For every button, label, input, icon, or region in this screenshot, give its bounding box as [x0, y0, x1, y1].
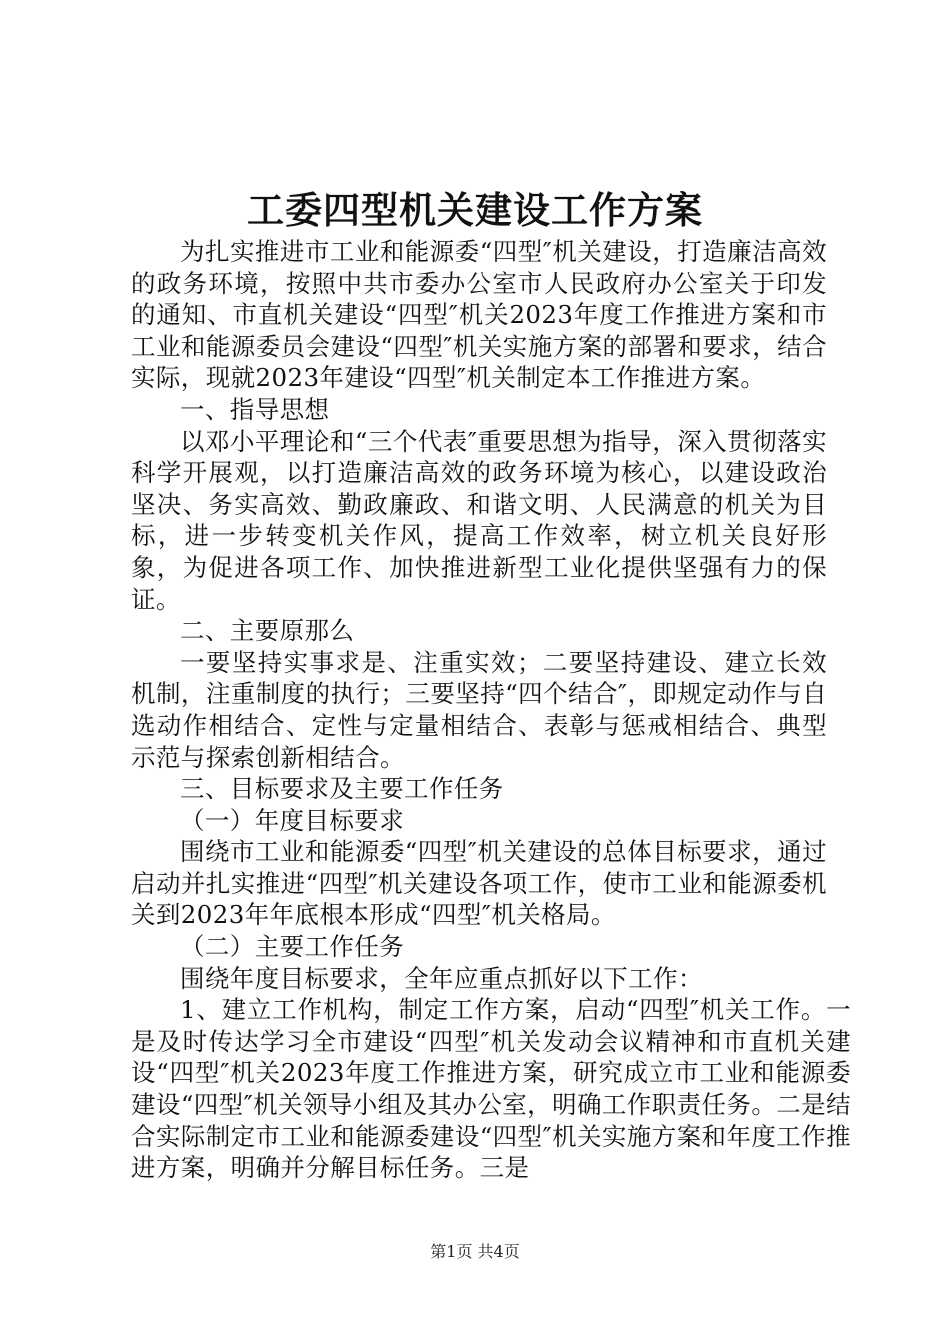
page-footer: 第1页 共4页 [430, 1242, 520, 1261]
intro-paragraph: 为扎实推进市工业和能源委“四型″机关建设，打造廉洁高效的政务环境，按照中共市委办公室市人民政府办公室关于印发的通知、市直机关建设“四型″机关2023年度工作推进方案和市工业和能源委员会建设“四型″机关实施方案的部署和要求，结合实际，现就2023年建设“四型″机关制定本工作推进方案。 [131, 237, 827, 393]
section-heading-main-principles: 二、主要原那么 [180, 616, 355, 646]
guiding-thought-paragraph: 以邓小平理论和“三个代表″重要思想为指导，深入贯彻落实科学开展观，以打造廉洁高效的政务环境为核心，以建设政治坚决、务实高效、勤政廉政、和谐文明、人民满意的机关为目标，进一步转变机关作风，提高工作效率，树立机关良好形象，为促进各项工作、加快推进新型工业化提供坚强有力的保证。 [131, 426, 827, 614]
document-title: 工委四型机关建设工作方案 [247, 188, 703, 232]
section-heading-guiding-thought: 一、指导思想 [180, 394, 330, 424]
subsection-heading-annual-goals: （一）年度目标要求 [180, 805, 405, 835]
document-body [131, 236, 851, 1184]
task-1-paragraph: 1、建立工作机构，制定工作方案，启动“四型″机关工作。一是及时传达学习全市建设“四型″机关发动会议精神和市直机关建设“四型″机关2023年度工作推进方案，研究成立市工业和能源委建设“四型″机关领导小组及其办公室，明确工作职责任务。二是结合实际制定市工业和能源委建设“四型″机关实施方案和年度工作推进方案，明确并分解目标任务。三是 [131, 995, 851, 1183]
annual-goals-paragraph: 围绕市工业和能源委“四型″机关建设的总体目标要求，通过启动并扎实推进“四型″机关建设各项工作，使市工业和能源委机关到2023年年底根本形成“四型″机关格局。 [131, 837, 827, 930]
subsection-heading-main-tasks: （二）主要工作任务 [180, 932, 405, 962]
section-heading-goals-tasks: 三、目标要求及主要工作任务 [180, 774, 504, 804]
main-tasks-intro-paragraph: 围绕年度目标要求，全年应重点抓好以下工作： [180, 963, 703, 993]
main-principles-paragraph: 一要坚持实事求是、注重实效；二要坚持建设、建立长效机制，注重制度的执行；三要坚持“四个结合″，即规定动作与自选动作相结合、定性与定量相结合、表彰与惩戒相结合、典型示范与探索创新相结合。 [131, 647, 827, 772]
